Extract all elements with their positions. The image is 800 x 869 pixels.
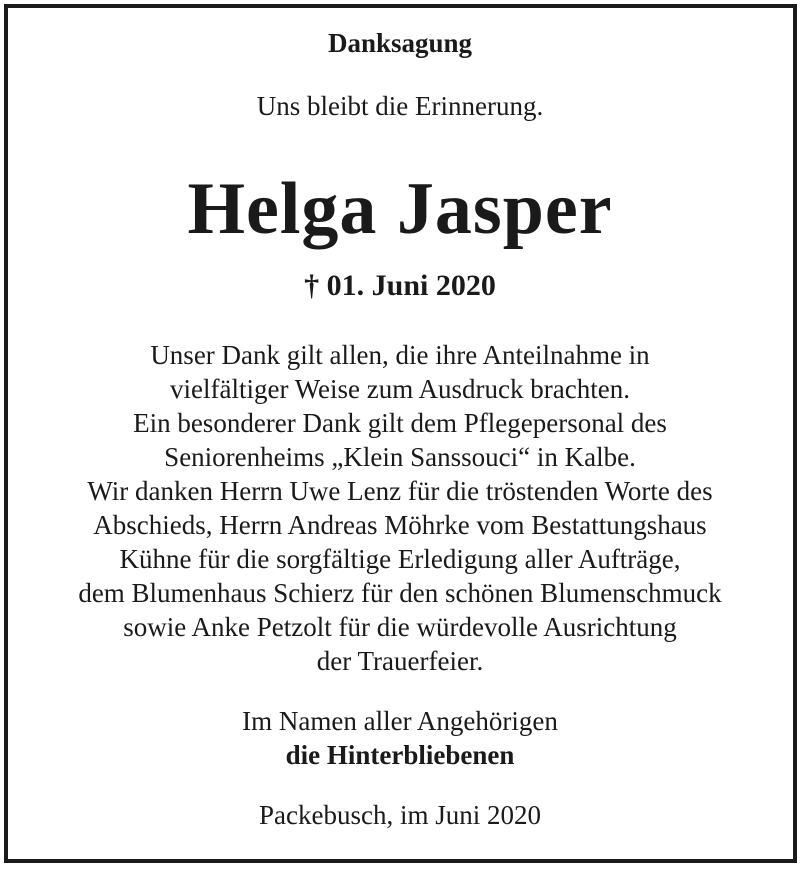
thanks-line: der Trauerfeier. [316, 646, 484, 676]
thanks-line: Unser Dank gilt allen, die ihre Anteilnahme in [150, 340, 650, 370]
thanks-line: dem Blumenhaus Schierz für den schönen Blumenschmuck [78, 578, 722, 608]
thanks-line: Wir danken Herrn Uwe Lenz für die tröstenden Worte des [87, 476, 713, 506]
death-date: † 01. Juni 2020 [304, 269, 496, 302]
thanks-line: Abschieds, Herrn Andreas Möhrke vom Bestattungshaus [93, 510, 707, 540]
thanks-line: Seniorenheims „Klein Sanssouci“ in Kalbe. [164, 442, 636, 472]
thanks-line: Ein besonderer Dank gilt dem Pflegepersonal des [133, 408, 667, 438]
place-date: Packebusch, im Juni 2020 [259, 800, 541, 830]
deceased-name: Helga Jasper [187, 168, 613, 250]
thanks-text [0, 338, 800, 678]
notice-heading: Danksagung [327, 28, 473, 58]
thanks-line: Kühne für die sorgfältige Erledigung aller Aufträge, [119, 544, 681, 574]
notice-motto: Uns bleibt die Erinnerung. [256, 91, 544, 121]
thanks-line: sowie Anke Petzolt für die würdevolle Ausrichtung [123, 612, 677, 642]
thanks-line: vielfältiger Weise zum Ausdruck brachten. [170, 374, 630, 404]
signature-intro: Im Namen aller Angehörigen [242, 706, 558, 736]
signature: die Hinterbliebenen [285, 740, 515, 770]
